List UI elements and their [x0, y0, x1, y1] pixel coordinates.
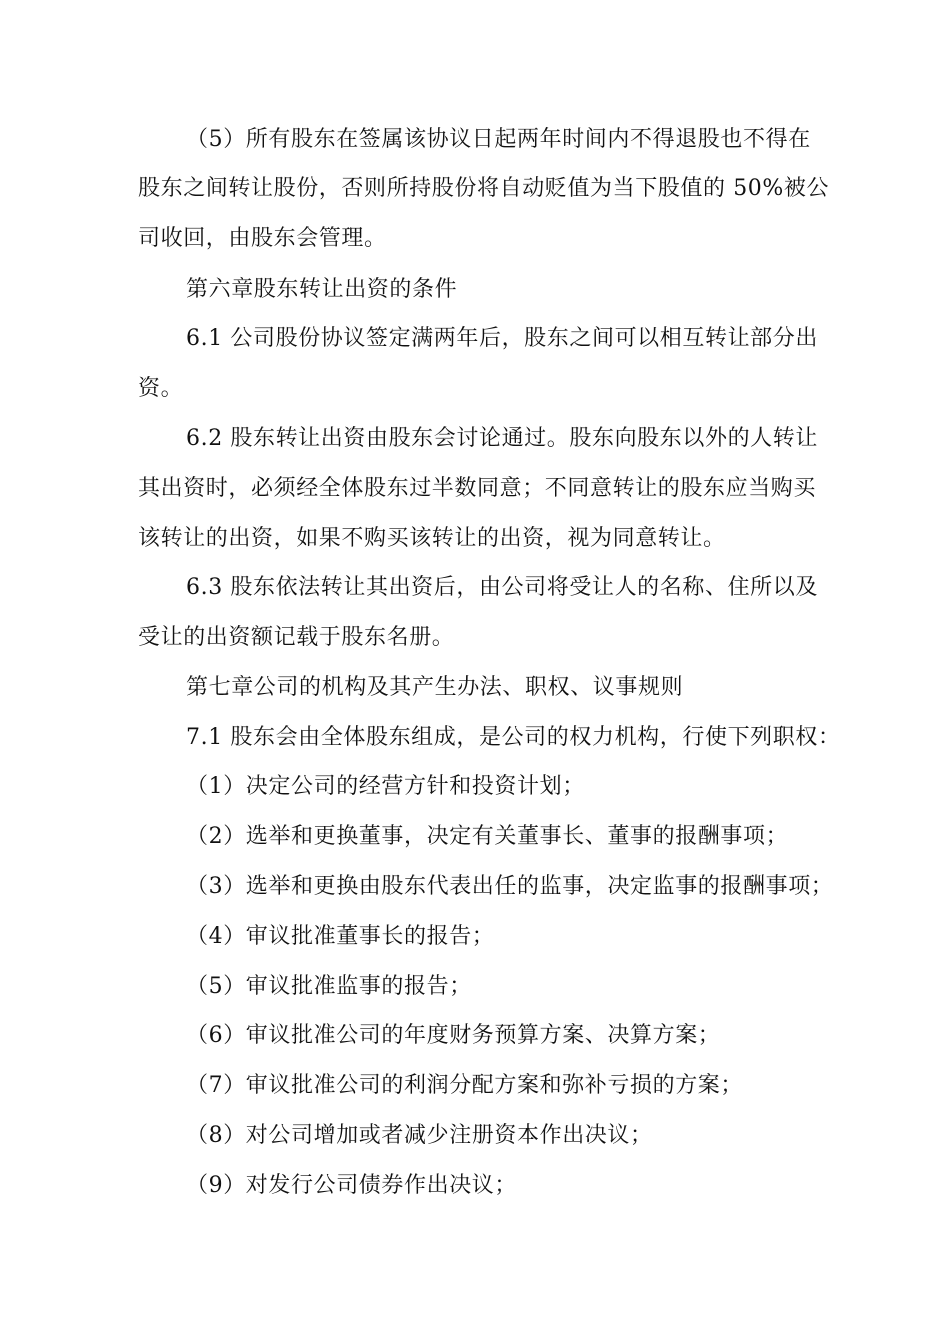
chapter-heading: 第六章股东转让出资的条件	[186, 277, 458, 302]
text-line: 6.2 股东转让出资由股东会讨论通过。股东向股东以外的人转让	[186, 426, 818, 451]
text-line: 资。	[138, 376, 184, 401]
list-item: （2）选举和更换董事，决定有关董事长、董事的报酬事项；	[186, 824, 789, 849]
text-line: 该转让的出资，如果不购买该转让的出资，视为同意转让。	[138, 526, 726, 551]
list-item: （1）决定公司的经营方针和投资计划；	[186, 774, 585, 799]
text-line: 司收回，由股东会管理。	[138, 226, 387, 251]
text-line: 6.1 公司股份协议签定满两年后，股东之间可以相互转让部分出	[186, 326, 818, 351]
list-item: （6）审议批准公司的年度财务预算方案、决算方案；	[186, 1023, 721, 1048]
list-item: （9）对发行公司债券作出决议；	[186, 1173, 517, 1198]
chapter-heading: 第七章公司的机构及其产生办法、职权、议事规则	[186, 675, 684, 700]
list-item: （7）审议批准公司的利润分配方案和弥补亏损的方案；	[186, 1073, 743, 1098]
text-line: 其出资时，必须经全体股东过半数同意；不同意转让的股东应当购买	[138, 476, 817, 501]
list-item: （5）审议批准监事的报告；	[186, 974, 472, 999]
list-item: （3）选举和更换由股东代表出任的监事，决定监事的报酬事项；	[186, 874, 834, 899]
list-item: （8）对公司增加或者减少注册资本作出决议；	[186, 1123, 653, 1148]
list-item: （4）审议批准董事长的报告；	[186, 924, 495, 949]
text-line: 7.1 股东会由全体股东组成，是公司的权力机构，行使下列职权：	[186, 725, 841, 750]
text-line: 受让的出资额记载于股东名册。	[138, 625, 455, 650]
text-line: 股东之间转让股份，否则所持股份将自动贬值为当下股值的 50%被公	[138, 176, 830, 201]
text-line: 6.3 股东依法转让其出资后，由公司将受让人的名称、住所以及	[186, 575, 818, 600]
text-line: （5）所有股东在签属该协议日起两年时间内不得退股也不得在	[186, 127, 811, 152]
